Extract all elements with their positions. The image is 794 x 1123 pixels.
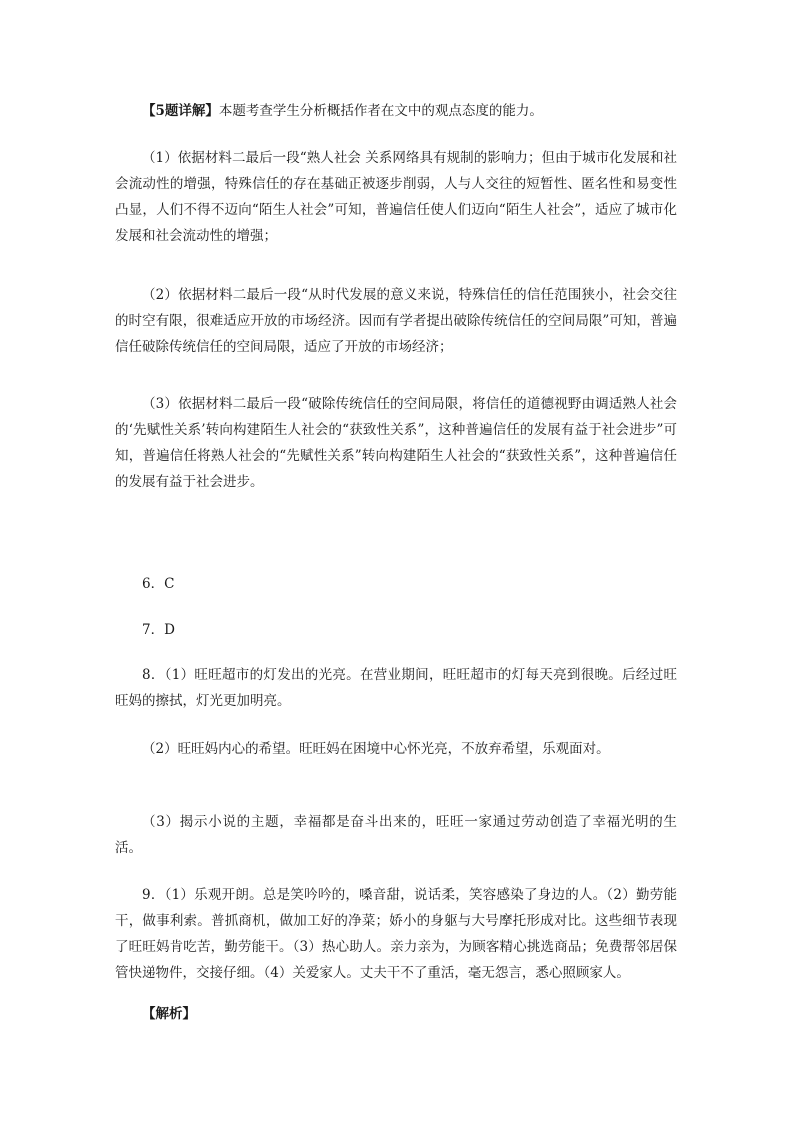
document-page bbox=[115, 0, 677, 1123]
answer-7: 7．D bbox=[142, 622, 175, 638]
question-5-heading: 【5题详解】 bbox=[142, 103, 219, 119]
answer-8-point-2: （2）旺旺妈内心的希望。旺旺妈在困境中心怀光亮，不放弃希望，乐观面对。 bbox=[142, 741, 610, 757]
answer-9: 9．（1）乐观开朗。总是笑吟吟的，嗓音甜，说话柔，笑容感染了身边的人。（2）勤劳能干，做事利索。普抓商机，做加工好的净菜；娇小的身躯与大号摩托形成对比。这些细节表现了旺旺妈肯吃苦，勤劳能干。（3）热心助人。亲力亲为，为顾客精心挑选商品；免费帮邻居保管快递物件，交接仔细。（4）关爱家人。丈夫干不了重活，毫无怨言，悉心照顾家人。 bbox=[115, 887, 677, 981]
question-5-point-1: （1）依据材料二最后一段“熟人社会 关系网络具有规制的影响力；但由于城市化发展和社会流动性的增强，特殊信任的存在基础正被逐步削弱，人与人交往的短暂性、匿名性和易变性凸显，人们不得不迈向“陌生人社会”可知，普遍信任使人们迈向“陌生人社会”，适应了城市化发展和社会流动性的增强； bbox=[115, 150, 677, 244]
answer-6: 6．C bbox=[142, 576, 175, 592]
answer-8-point-1: 8．（1）旺旺超市的灯发出的光亮。在营业期间，旺旺超市的灯每天亮到很晚。后经过旺旺妈的擦拭，灯光更加明亮。 bbox=[115, 667, 677, 709]
question-5-point-2: （2）依据材料二最后一段“从时代发展的意义来说，特殊信任的信任范围狭小，社会交往的时空有限，很难适应开放的市场经济。因而有学者提出破除传统信任的空间局限”可知，普遍信任破除传统信任的空间局限，适应了开放的市场经济； bbox=[115, 287, 677, 355]
analysis-heading: 【解析】 bbox=[142, 1006, 196, 1022]
question-5-intro bbox=[115, 98, 677, 124]
answer-8-point-3: （3）揭示小说的主题，幸福都是奋斗出来的，旺旺一家通过劳动创造了幸福光明的生活。 bbox=[115, 814, 677, 856]
question-5-intro-text: 本题考查学生分析概括作者在文中的观点态度的能力。 bbox=[218, 103, 543, 119]
question-5-point-3: （3）依据材料二最后一段“破除传统信任的空间局限，将信任的道德视野由调适熟人社会的‘先赋性关系’转向构建陌生人社会的“获致性关系”，这种普遍信任的发展有益于社会进步”可知，普遍信任将熟人社会的“先赋性关系”转向构建陌生人社会的“获致性关系”，这种普遍信任的发展有益于社会进步。 bbox=[115, 396, 677, 490]
